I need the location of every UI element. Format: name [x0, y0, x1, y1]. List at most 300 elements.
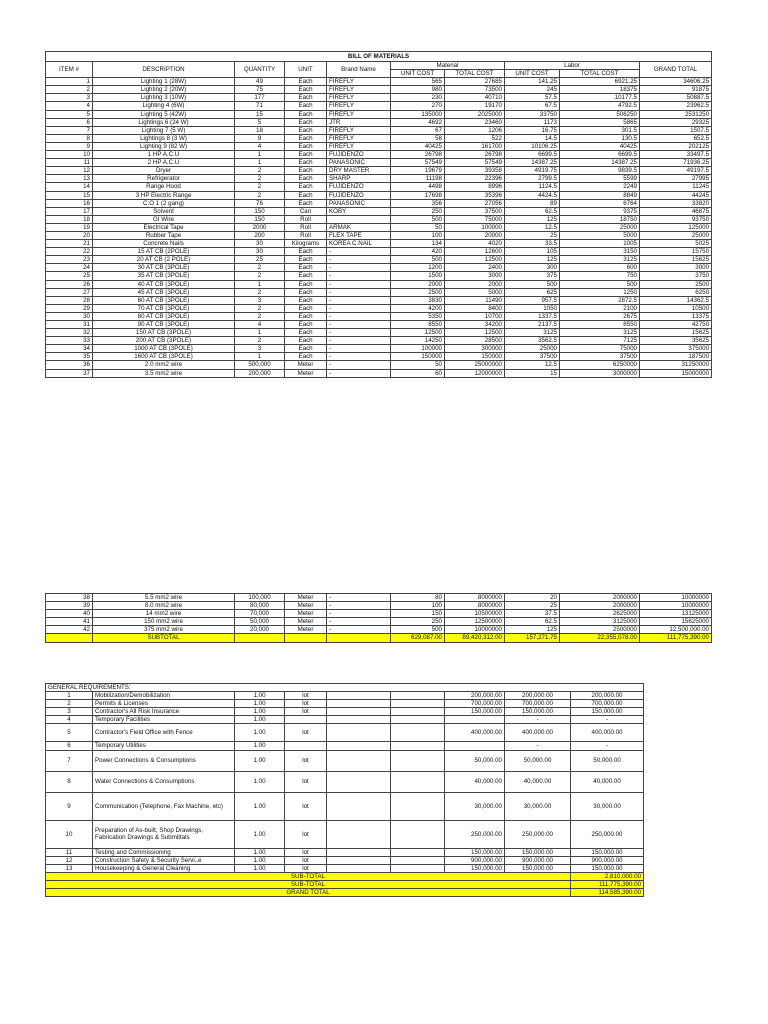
material-total-cost: 40710: [445, 94, 505, 102]
general-requirement-row: [46, 724, 644, 742]
requirement-labor-cost: -: [505, 742, 571, 750]
labor-unit-cost: 57.5: [505, 94, 560, 102]
labor-total-cost: 75000: [560, 345, 640, 353]
material-unit-cost: 12500: [391, 329, 445, 337]
item-quantity: 4: [235, 321, 285, 329]
material-unit-cost: 420: [391, 248, 445, 256]
item-number: 2: [46, 86, 93, 94]
labor-unit-cost: 62.5: [505, 618, 560, 626]
requirement-quantity: 1.00: [235, 848, 285, 856]
table-row: [46, 159, 712, 167]
requirement-quantity: 1.00: [235, 700, 285, 708]
table-row: [46, 78, 712, 86]
labor-total-cost: 2100: [560, 304, 640, 312]
material-total-cost: 57549: [445, 159, 505, 167]
item-number: 12: [46, 167, 93, 175]
table-title: BILL OF MATERIALS: [46, 52, 712, 62]
grand-total: 50887.5: [640, 94, 712, 102]
item-number: 27: [46, 288, 93, 296]
requirement-unit: lot: [285, 856, 327, 864]
item-description: Refrigerator: [93, 175, 235, 183]
item-quantity: 1: [235, 159, 285, 167]
general-requirement-row: [46, 742, 644, 750]
item-description: C.O 1 (2 gang): [93, 199, 235, 207]
item-brand: FIREFLY: [327, 142, 391, 150]
labor-unit-cost: 3562.5: [505, 337, 560, 345]
material-total-cost: 28500: [445, 337, 505, 345]
item-number: 37: [46, 369, 93, 377]
item-description: 30 AT CB (3POLE): [93, 264, 235, 272]
table-row: [46, 118, 712, 126]
item-unit: Can: [285, 207, 327, 215]
labor-unit-cost: 125: [505, 215, 560, 223]
requirement-material-cost: [445, 716, 505, 724]
labor-unit-cost: 62.5: [505, 207, 560, 215]
item-unit: Each: [285, 312, 327, 320]
requirement-number: 11: [46, 848, 93, 856]
item-number: 6: [46, 118, 93, 126]
table-row: [46, 134, 712, 142]
item-unit: Each: [285, 264, 327, 272]
labor-total-cost: 130.5: [560, 134, 640, 142]
labor-unit-cost: 25000: [505, 345, 560, 353]
material-total-cost: 34200: [445, 321, 505, 329]
table-row: [46, 215, 712, 223]
requirement-material-cost: [445, 742, 505, 750]
total-label: GRAND TOTAL: [46, 889, 571, 897]
header-material: Material: [391, 62, 505, 70]
total-row: [46, 872, 644, 880]
labor-total-cost: 40425: [560, 142, 640, 150]
item-brand: -: [327, 264, 391, 272]
item-brand: FIREFLY: [327, 94, 391, 102]
requirement-quantity: 1.00: [235, 692, 285, 700]
item-brand: DRY MASTER: [327, 167, 391, 175]
grand-total: 33497.5: [640, 151, 712, 159]
item-quantity: 15: [235, 110, 285, 118]
grand-total: 35625: [640, 337, 712, 345]
labor-unit-cost: 4424.5: [505, 191, 560, 199]
item-brand: -: [327, 304, 391, 312]
item-unit: Each: [285, 78, 327, 86]
requirement-quantity: 1.00: [235, 820, 285, 848]
labor-total-cost: 3150: [560, 248, 640, 256]
requirement-unit: lot: [285, 724, 327, 742]
material-total-cost: 522: [445, 134, 505, 142]
grand-total: 15625: [640, 256, 712, 264]
requirement-total-cost: 150,000.00: [571, 708, 644, 716]
grand-total: 1507.5: [640, 126, 712, 134]
item-number: 41: [46, 618, 93, 626]
grand-total: 2531250: [640, 110, 712, 118]
requirement-number: 12: [46, 856, 93, 864]
item-brand: -: [327, 312, 391, 320]
item-unit: Each: [285, 329, 327, 337]
labor-total-cost: 18750: [560, 215, 640, 223]
item-number: 10: [46, 151, 93, 159]
item-description: Lighting 3 (10W): [93, 94, 235, 102]
requirement-description: Preparation of As-built, Shop Drawings, Fabrication Drawings & Submittals: [93, 820, 235, 848]
requirement-labor-cost: 150,000.00: [505, 848, 571, 856]
material-unit-cost: 50: [391, 223, 445, 231]
item-number: 9: [46, 142, 93, 150]
requirement-description: Housekeeping & General Cleaning: [93, 864, 235, 872]
material-total-cost: 12000000: [445, 369, 505, 377]
labor-unit-cost: 300: [505, 264, 560, 272]
grand-total: 46875: [640, 207, 712, 215]
material-unit-cost: 26798: [391, 151, 445, 159]
labor-unit-cost: 500: [505, 280, 560, 288]
grand-total: 13375: [640, 312, 712, 320]
item-number: 39: [46, 602, 93, 610]
table-row: [46, 151, 712, 159]
item-quantity: 177: [235, 94, 285, 102]
item-description: 1 HP A.C.U: [93, 151, 235, 159]
grand-total: 6250: [640, 288, 712, 296]
requirement-total-cost: -: [571, 716, 644, 724]
requirement-description: Temporary Facilities: [93, 716, 235, 724]
labor-unit-cost: 957.5: [505, 296, 560, 304]
item-unit: Each: [285, 159, 327, 167]
item-description: GI Wire: [93, 215, 235, 223]
requirement-number: 9: [46, 792, 93, 820]
grand-total: 10500: [640, 304, 712, 312]
labor-total-cost: 2872.5: [560, 296, 640, 304]
item-description: 2.0 mm2 wire: [93, 361, 235, 369]
item-quantity: 150: [235, 207, 285, 215]
labor-unit-cost: 375: [505, 272, 560, 280]
material-unit-cost: 4200: [391, 304, 445, 312]
labor-total-cost: 1005: [560, 240, 640, 248]
item-description: 2 HP A.C.U: [93, 159, 235, 167]
item-brand: -: [327, 361, 391, 369]
requirement-unit: lot: [285, 750, 327, 771]
material-total-cost: 22396: [445, 175, 505, 183]
general-requirements-title: GENERAL REQUIREMENTS:: [46, 684, 644, 692]
table-row: [46, 191, 712, 199]
item-unit: Roll: [285, 223, 327, 231]
item-quantity: 2: [235, 337, 285, 345]
bill-of-materials-table: [45, 51, 712, 378]
item-number: 20: [46, 231, 93, 239]
labor-total-cost: 301.5: [560, 126, 640, 134]
item-quantity: 1: [235, 353, 285, 361]
item-number: 13: [46, 175, 93, 183]
item-number: 28: [46, 296, 93, 304]
labor-unit-cost: 1337.5: [505, 312, 560, 320]
total-label: SUB-TOTAL: [46, 880, 571, 888]
labor-total-cost: 500: [560, 280, 640, 288]
item-description: 14 mm2 wire: [93, 610, 235, 618]
material-unit-cost: 100: [391, 602, 445, 610]
item-unit: Each: [285, 175, 327, 183]
item-quantity: 20,000: [235, 626, 285, 634]
table-row: [46, 126, 712, 134]
material-total-cost: 35396: [445, 191, 505, 199]
material-total-cost: 100000: [445, 223, 505, 231]
item-quantity: 2: [235, 288, 285, 296]
labor-unit-cost: 141.25: [505, 78, 560, 86]
item-number: 35: [46, 353, 93, 361]
header-unit: UNIT: [285, 62, 327, 78]
requirement-material-cost: 400,000.00: [445, 724, 505, 742]
table-row: [46, 167, 712, 175]
item-unit: Each: [285, 183, 327, 191]
material-total-cost: 8000000: [445, 602, 505, 610]
item-brand: [327, 215, 391, 223]
labor-total-cost: 6764: [560, 199, 640, 207]
requirement-description: Construction Safety & Security Servi..e: [93, 856, 235, 864]
bill-of-materials-continued-table: [45, 593, 712, 643]
labor-total-cost: 600: [560, 264, 640, 272]
labor-unit-cost: 6699.5: [505, 151, 560, 159]
item-number: 42: [46, 626, 93, 634]
item-unit: Each: [285, 296, 327, 304]
labor-total-cost: 750: [560, 272, 640, 280]
subtotal-labor-unit: 157,271.75: [505, 634, 560, 642]
item-description: Lighting 2 (20W): [93, 86, 235, 94]
requirement-material-cost: 700,000.00: [445, 700, 505, 708]
item-description: 1000 AT CB (3POLE): [93, 345, 235, 353]
table-row: [46, 175, 712, 183]
grand-total: 29325: [640, 118, 712, 126]
item-unit: Meter: [285, 626, 327, 634]
item-brand: FIREFLY: [327, 86, 391, 94]
table-row: [46, 256, 712, 264]
item-brand: -: [327, 280, 391, 288]
labor-unit-cost: 3125: [505, 329, 560, 337]
item-description: 8.0 mm2 wire: [93, 602, 235, 610]
total-value: 2,810,000.00: [571, 872, 644, 880]
subtotal-material-total: 89,420,312.00: [445, 634, 505, 642]
grand-total: 42750: [640, 321, 712, 329]
item-brand: JTR: [327, 118, 391, 126]
item-description: 3 HP Electric Range: [93, 191, 235, 199]
requirement-quantity: 1.00: [235, 708, 285, 716]
material-unit-cost: 40425: [391, 142, 445, 150]
item-unit: Each: [285, 248, 327, 256]
item-quantity: 80,000: [235, 602, 285, 610]
labor-unit-cost: 105: [505, 248, 560, 256]
item-number: 23: [46, 256, 93, 264]
item-unit: Meter: [285, 361, 327, 369]
item-number: 19: [46, 223, 93, 231]
item-quantity: 2: [235, 167, 285, 175]
labor-total-cost: 3125: [560, 256, 640, 264]
grand-total: 15750: [640, 248, 712, 256]
grand-total: 12,500,000.00: [640, 626, 712, 634]
item-unit: Each: [285, 345, 327, 353]
grand-total: 3750: [640, 272, 712, 280]
material-unit-cost: 135000: [391, 110, 445, 118]
item-brand: -: [327, 626, 391, 634]
grand-total: 125000: [640, 223, 712, 231]
item-quantity: 2: [235, 175, 285, 183]
table-row: [46, 231, 712, 239]
item-quantity: 9: [235, 134, 285, 142]
item-number: 30: [46, 312, 93, 320]
item-number: 1: [46, 78, 93, 86]
requirement-material-cost: 50,000.00: [445, 750, 505, 771]
requirement-material-cost: 250,000.00: [445, 820, 505, 848]
item-quantity: 1: [235, 280, 285, 288]
general-requirement-row: [46, 700, 644, 708]
material-unit-cost: 2500: [391, 288, 445, 296]
requirement-description: Power Connections & Consumptions: [93, 750, 235, 771]
requirement-unit: lot: [285, 820, 327, 848]
requirement-total-cost: 250,000.00: [571, 820, 644, 848]
requirement-unit: lot: [285, 771, 327, 792]
item-number: 31: [46, 321, 93, 329]
item-brand: FIREFLY: [327, 110, 391, 118]
requirement-labor-cost: 400,000.00: [505, 724, 571, 742]
item-quantity: 75: [235, 86, 285, 94]
table-row: [46, 369, 712, 377]
table-row: [46, 288, 712, 296]
material-unit-cost: 4692: [391, 118, 445, 126]
labor-unit-cost: 37.5: [505, 610, 560, 618]
grand-total: 44245: [640, 191, 712, 199]
item-unit: Each: [285, 272, 327, 280]
material-unit-cost: 50: [391, 361, 445, 369]
item-quantity: 25: [235, 256, 285, 264]
grand-total: 71936.25: [640, 159, 712, 167]
header-labor-total-cost: TOTAL COST: [560, 70, 640, 78]
grand-total: 93750: [640, 215, 712, 223]
general-requirement-row: [46, 716, 644, 724]
item-brand: FIREFLY: [327, 102, 391, 110]
item-description: 15 AT CB (2POLE): [93, 248, 235, 256]
item-brand: FIREFLY: [327, 78, 391, 86]
item-description: 375 mm2 wire: [93, 626, 235, 634]
requirement-labor-cost: 900,000.00: [505, 856, 571, 864]
item-quantity: 4: [235, 142, 285, 150]
material-total-cost: 12500000: [445, 618, 505, 626]
grand-total: 34606.25: [640, 78, 712, 86]
item-unit: Roll: [285, 215, 327, 223]
item-quantity: 150: [235, 215, 285, 223]
labor-unit-cost: 245: [505, 86, 560, 94]
item-quantity: 70,000: [235, 610, 285, 618]
grand-total: 375000: [640, 345, 712, 353]
table-row: [46, 361, 712, 369]
item-unit: Each: [285, 167, 327, 175]
requirement-material-cost: 150,000.00: [445, 848, 505, 856]
table-row: [46, 280, 712, 288]
header-material-unit-cost: UNIT COST: [391, 70, 445, 78]
item-description: 80 AT CB (3POLE): [93, 312, 235, 320]
item-number: 4: [46, 102, 93, 110]
item-quantity: 1: [235, 151, 285, 159]
table-row: [46, 296, 712, 304]
requirement-unit: lot: [285, 864, 327, 872]
labor-total-cost: 2625000: [560, 610, 640, 618]
item-quantity: 71: [235, 102, 285, 110]
labor-unit-cost: 16.75: [505, 126, 560, 134]
grand-total: 5025: [640, 240, 712, 248]
item-quantity: 2: [235, 191, 285, 199]
item-brand: SHARP: [327, 175, 391, 183]
item-unit: Each: [285, 134, 327, 142]
labor-total-cost: 2675: [560, 312, 640, 320]
requirement-description: Permits & Licenses: [93, 700, 235, 708]
table-row: [46, 264, 712, 272]
labor-unit-cost: 37500: [505, 353, 560, 361]
labor-total-cost: 9375: [560, 207, 640, 215]
item-brand: FIREFLY: [327, 126, 391, 134]
labor-unit-cost: 1124.5: [505, 183, 560, 191]
item-description: 20 AT CB (2 POLE): [93, 256, 235, 264]
requirement-number: 6: [46, 742, 93, 750]
labor-unit-cost: 33.5: [505, 240, 560, 248]
material-unit-cost: 150000: [391, 353, 445, 361]
total-row: [46, 880, 644, 888]
labor-unit-cost: 25: [505, 602, 560, 610]
material-unit-cost: 14250: [391, 337, 445, 345]
grand-total: 187500: [640, 353, 712, 361]
labor-total-cost: 2000000: [560, 594, 640, 602]
grand-total: 652.5: [640, 134, 712, 142]
item-unit: Each: [285, 337, 327, 345]
item-quantity: 100,000: [235, 594, 285, 602]
item-unit: Each: [285, 102, 327, 110]
grand-total: 33820: [640, 199, 712, 207]
item-unit: Each: [285, 199, 327, 207]
labor-unit-cost: 25: [505, 231, 560, 239]
material-unit-cost: 80: [391, 594, 445, 602]
labor-total-cost: 3125000: [560, 618, 640, 626]
item-quantity: 49: [235, 78, 285, 86]
item-description: 150 mm2 wire: [93, 618, 235, 626]
item-description: 1600 AT CB (3POLE): [93, 353, 235, 361]
material-unit-cost: 3830: [391, 296, 445, 304]
requirement-number: 10: [46, 820, 93, 848]
labor-unit-cost: 2137.5: [505, 321, 560, 329]
general-requirement-row: [46, 864, 644, 872]
grand-total: 2500: [640, 280, 712, 288]
labor-unit-cost: 4919.75: [505, 167, 560, 175]
subtotal-row: [46, 634, 712, 642]
item-unit: Each: [285, 110, 327, 118]
item-unit: Each: [285, 256, 327, 264]
item-description: Lighting 7 (5 W): [93, 126, 235, 134]
table-row: [46, 86, 712, 94]
table-row: [46, 207, 712, 215]
table-row: [46, 602, 712, 610]
item-quantity: 2: [235, 304, 285, 312]
labor-total-cost: 4792.5: [560, 102, 640, 110]
material-unit-cost: 1500: [391, 272, 445, 280]
item-number: 36: [46, 361, 93, 369]
item-quantity: 3: [235, 296, 285, 304]
item-description: 45 AT CB (3POLE): [93, 288, 235, 296]
labor-unit-cost: 1050: [505, 304, 560, 312]
table-row: [46, 183, 712, 191]
item-quantity: 2: [235, 312, 285, 320]
requirement-quantity: 1.00: [235, 750, 285, 771]
item-unit: Each: [285, 142, 327, 150]
material-total-cost: 2400: [445, 264, 505, 272]
requirement-quantity: 1.00: [235, 771, 285, 792]
grand-total: 14362.5: [640, 296, 712, 304]
material-total-cost: 27685: [445, 78, 505, 86]
grand-total: 23962.5: [640, 102, 712, 110]
labor-total-cost: 6250000: [560, 361, 640, 369]
item-description: Dryer: [93, 167, 235, 175]
item-brand: -: [327, 256, 391, 264]
header-labor-unit-cost: UNIT COST: [505, 70, 560, 78]
item-brand: KOREA C.NAIL: [327, 240, 391, 248]
